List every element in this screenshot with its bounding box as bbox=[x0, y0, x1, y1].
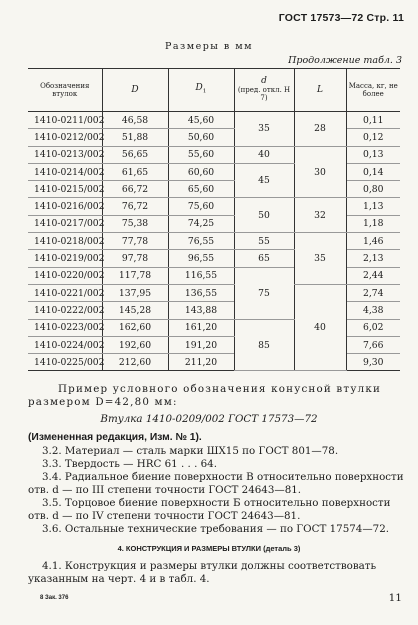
cell-d-small: 75 bbox=[234, 267, 294, 319]
cell-d: 137,95 bbox=[102, 284, 168, 301]
amendment-note: (Измененная редакция, Изм. № 1). bbox=[28, 432, 202, 443]
cell-d1: 75,60 bbox=[168, 198, 234, 215]
cell-l: 32 bbox=[294, 198, 346, 233]
table-row bbox=[28, 146, 400, 163]
cell-d-small: 35 bbox=[234, 112, 294, 147]
cell-d: 77,78 bbox=[102, 233, 168, 250]
cell-d1: 60,60 bbox=[168, 163, 234, 180]
table-row bbox=[28, 284, 400, 301]
table-row bbox=[28, 233, 400, 250]
cell-mass: 1,18 bbox=[346, 215, 400, 232]
table-continuation: Продолжение табл. 3 bbox=[288, 55, 402, 66]
header-l: L bbox=[294, 69, 346, 112]
paragraph-3-2: 3.2. Материал — сталь марки ШХ15 по ГОСТ 801—78. bbox=[42, 445, 339, 457]
cell-mass: 2,13 bbox=[346, 250, 400, 267]
cell-mass: 6,02 bbox=[346, 319, 400, 336]
cell-mass: 2,74 bbox=[346, 284, 400, 301]
cell-d: 61,65 bbox=[102, 163, 168, 180]
cell-d1: 50,60 bbox=[168, 129, 234, 146]
cell-d: 97,78 bbox=[102, 250, 168, 267]
cell-designation: 1410-0221/002 bbox=[28, 284, 102, 301]
header-mass: Масса, кг, не более bbox=[346, 69, 400, 112]
paragraph-3-3: 3.3. Твердость — HRC 61 . . . 64. bbox=[42, 458, 217, 470]
cell-d1: 161,20 bbox=[168, 319, 234, 336]
cell-designation: 1410-0213/002 bbox=[28, 146, 102, 163]
cell-mass: 0,13 bbox=[346, 146, 400, 163]
cell-mass: 0,12 bbox=[346, 129, 400, 146]
cell-d-small: 85 bbox=[234, 319, 294, 371]
header-designation: Обозначения втулок bbox=[28, 69, 102, 112]
cell-d1: 116,55 bbox=[168, 267, 234, 284]
cell-l: 35 bbox=[294, 233, 346, 285]
header-d-big: D bbox=[102, 69, 168, 112]
cell-d: 212,60 bbox=[102, 354, 168, 371]
cell-designation: 1410-0211/002 bbox=[28, 112, 102, 129]
cell-d1: 55,60 bbox=[168, 146, 234, 163]
cell-mass: 0,14 bbox=[346, 163, 400, 180]
cell-designation: 1410-0219/002 bbox=[28, 250, 102, 267]
cell-mass: 1,46 bbox=[346, 233, 400, 250]
cell-d1: 211,20 bbox=[168, 354, 234, 371]
cell-mass: 2,44 bbox=[346, 267, 400, 284]
cell-mass: 1,13 bbox=[346, 198, 400, 215]
cell-designation: 1410-0214/002 bbox=[28, 163, 102, 180]
cell-l: 28 bbox=[294, 112, 346, 147]
cell-mass: 0,80 bbox=[346, 181, 400, 198]
cell-d: 56,65 bbox=[102, 146, 168, 163]
cell-designation: 1410-0225/002 bbox=[28, 354, 102, 371]
paragraph-3-6: 3.6. Остальные технические требования — по ГОСТ 17574—72. bbox=[42, 523, 390, 535]
cell-designation: 1410-0217/002 bbox=[28, 215, 102, 232]
cell-designation: 1410-0215/002 bbox=[28, 181, 102, 198]
paragraph-3-5: 3.5. Торцовое биение поверхности Б относительно поверхности отв. d — по IV степени точности ГОСТ 24643—81. bbox=[28, 497, 391, 522]
cell-designation: 1410-0216/002 bbox=[28, 198, 102, 215]
cell-d: 46,58 bbox=[102, 112, 168, 129]
print-order-note: 8 Зак. 376 bbox=[40, 595, 69, 601]
cell-d1: 191,20 bbox=[168, 336, 234, 353]
cell-d: 145,28 bbox=[102, 302, 168, 319]
cell-mass: 7,66 bbox=[346, 336, 400, 353]
cell-d1: 76,55 bbox=[168, 233, 234, 250]
cell-d: 162,60 bbox=[102, 319, 168, 336]
page-number: 11 bbox=[388, 592, 402, 604]
cell-d-small: 65 bbox=[234, 250, 294, 267]
cell-d: 76,72 bbox=[102, 198, 168, 215]
cell-d1: 45,60 bbox=[168, 112, 234, 129]
cell-d1: 65,60 bbox=[168, 181, 234, 198]
cell-d-small: 50 bbox=[234, 198, 294, 233]
cell-designation: 1410-0220/002 bbox=[28, 267, 102, 284]
cell-mass: 4,38 bbox=[346, 302, 400, 319]
cell-mass: 9,30 bbox=[346, 354, 400, 371]
table-row bbox=[28, 112, 400, 129]
cell-designation: 1410-0212/002 bbox=[28, 129, 102, 146]
cell-d-small: 55 bbox=[234, 233, 294, 250]
cell-designation: 1410-0224/002 bbox=[28, 336, 102, 353]
table-row bbox=[28, 198, 400, 215]
cell-d-small: 40 bbox=[234, 146, 294, 163]
paragraph-4-1: 4.1. Конструкция и размеры втулки должны соответствовать указанным на черт. 4 и в табл. 4. bbox=[28, 560, 377, 585]
cell-d1: 96,55 bbox=[168, 250, 234, 267]
paragraph-3-4: 3.4. Радиальное биение поверхности В относительно поверхности отв. d — по III степени точности ГОСТ 24643—81. bbox=[28, 471, 404, 496]
example-designation: Втулка 1410-0209/002 ГОСТ 17573—72 bbox=[100, 413, 318, 425]
cell-d: 192,60 bbox=[102, 336, 168, 353]
table-header-row bbox=[28, 69, 400, 112]
dimensions-table bbox=[28, 68, 400, 371]
cell-designation: 1410-0223/002 bbox=[28, 319, 102, 336]
cell-designation: 1410-0218/002 bbox=[28, 233, 102, 250]
cell-d1: 136,55 bbox=[168, 284, 234, 301]
cell-d1: 74,25 bbox=[168, 215, 234, 232]
table-caption: Размеры в мм bbox=[164, 41, 254, 52]
example-paragraph: Пример условного обозначения конусной втулки размером D=42,80 мм: bbox=[28, 383, 382, 408]
cell-d: 75,38 bbox=[102, 215, 168, 232]
cell-d: 51,88 bbox=[102, 129, 168, 146]
cell-l: 30 bbox=[294, 146, 346, 198]
section-heading: 4. КОНСТРУКЦИЯ И РАЗМЕРЫ ВТУЛКИ (деталь 3) bbox=[117, 544, 301, 553]
cell-mass: 0,11 bbox=[346, 112, 400, 129]
cell-d: 66,72 bbox=[102, 181, 168, 198]
page-header: ГОСТ 17573—72 Стр. 11 bbox=[278, 12, 404, 24]
cell-designation: 1410-0222/002 bbox=[28, 302, 102, 319]
cell-d-small: 45 bbox=[234, 163, 294, 198]
cell-d: 117,78 bbox=[102, 267, 168, 284]
cell-l: 40 bbox=[294, 284, 346, 370]
header-d-small: d (пред. откл. Н 7) bbox=[234, 69, 294, 112]
header-d1: $D_1$ bbox=[168, 69, 234, 112]
cell-d1: 143,88 bbox=[168, 302, 234, 319]
